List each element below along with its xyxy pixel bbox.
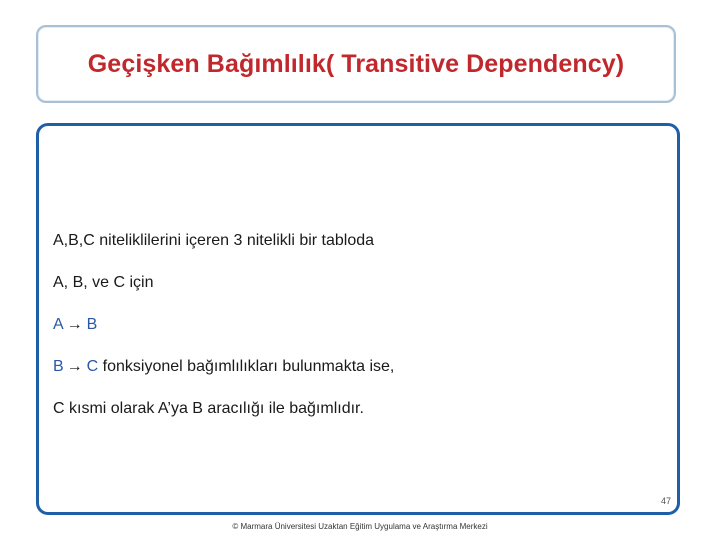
line-table-description: A,B,C niteliklilerini içeren 3 nitelikli bir tabloda	[53, 232, 375, 249]
attribute-b: B	[86, 316, 98, 333]
dependency-a-b	[53, 315, 667, 335]
attribute-b: B	[53, 358, 64, 375]
content-lines	[53, 231, 667, 419]
line-conclusion: C kısmi olarak A’ya B aracılığı ile bağımlıdır.	[53, 400, 364, 417]
footer: © Marmara Üniversitesi Uzaktan Eğitim Uygulama ve Araştırma Merkezi	[232, 522, 488, 531]
slide-title: Geçişken Bağımlılık( Transitive Dependency)	[87, 49, 625, 78]
attribute-c: C	[86, 358, 99, 375]
dependency-b-c	[53, 357, 667, 377]
content-box	[36, 123, 680, 515]
title-box	[36, 25, 676, 103]
arrow-right-icon: →	[66, 316, 83, 333]
arrow-right-icon: →	[66, 358, 83, 375]
dependency-text: fonksiyonel bağımlılıkları bulunmakta ise,	[98, 358, 395, 375]
attribute-a: A	[53, 316, 64, 333]
page-number: 47	[660, 496, 671, 506]
line-for-abc: A, B, ve C için	[53, 274, 154, 291]
